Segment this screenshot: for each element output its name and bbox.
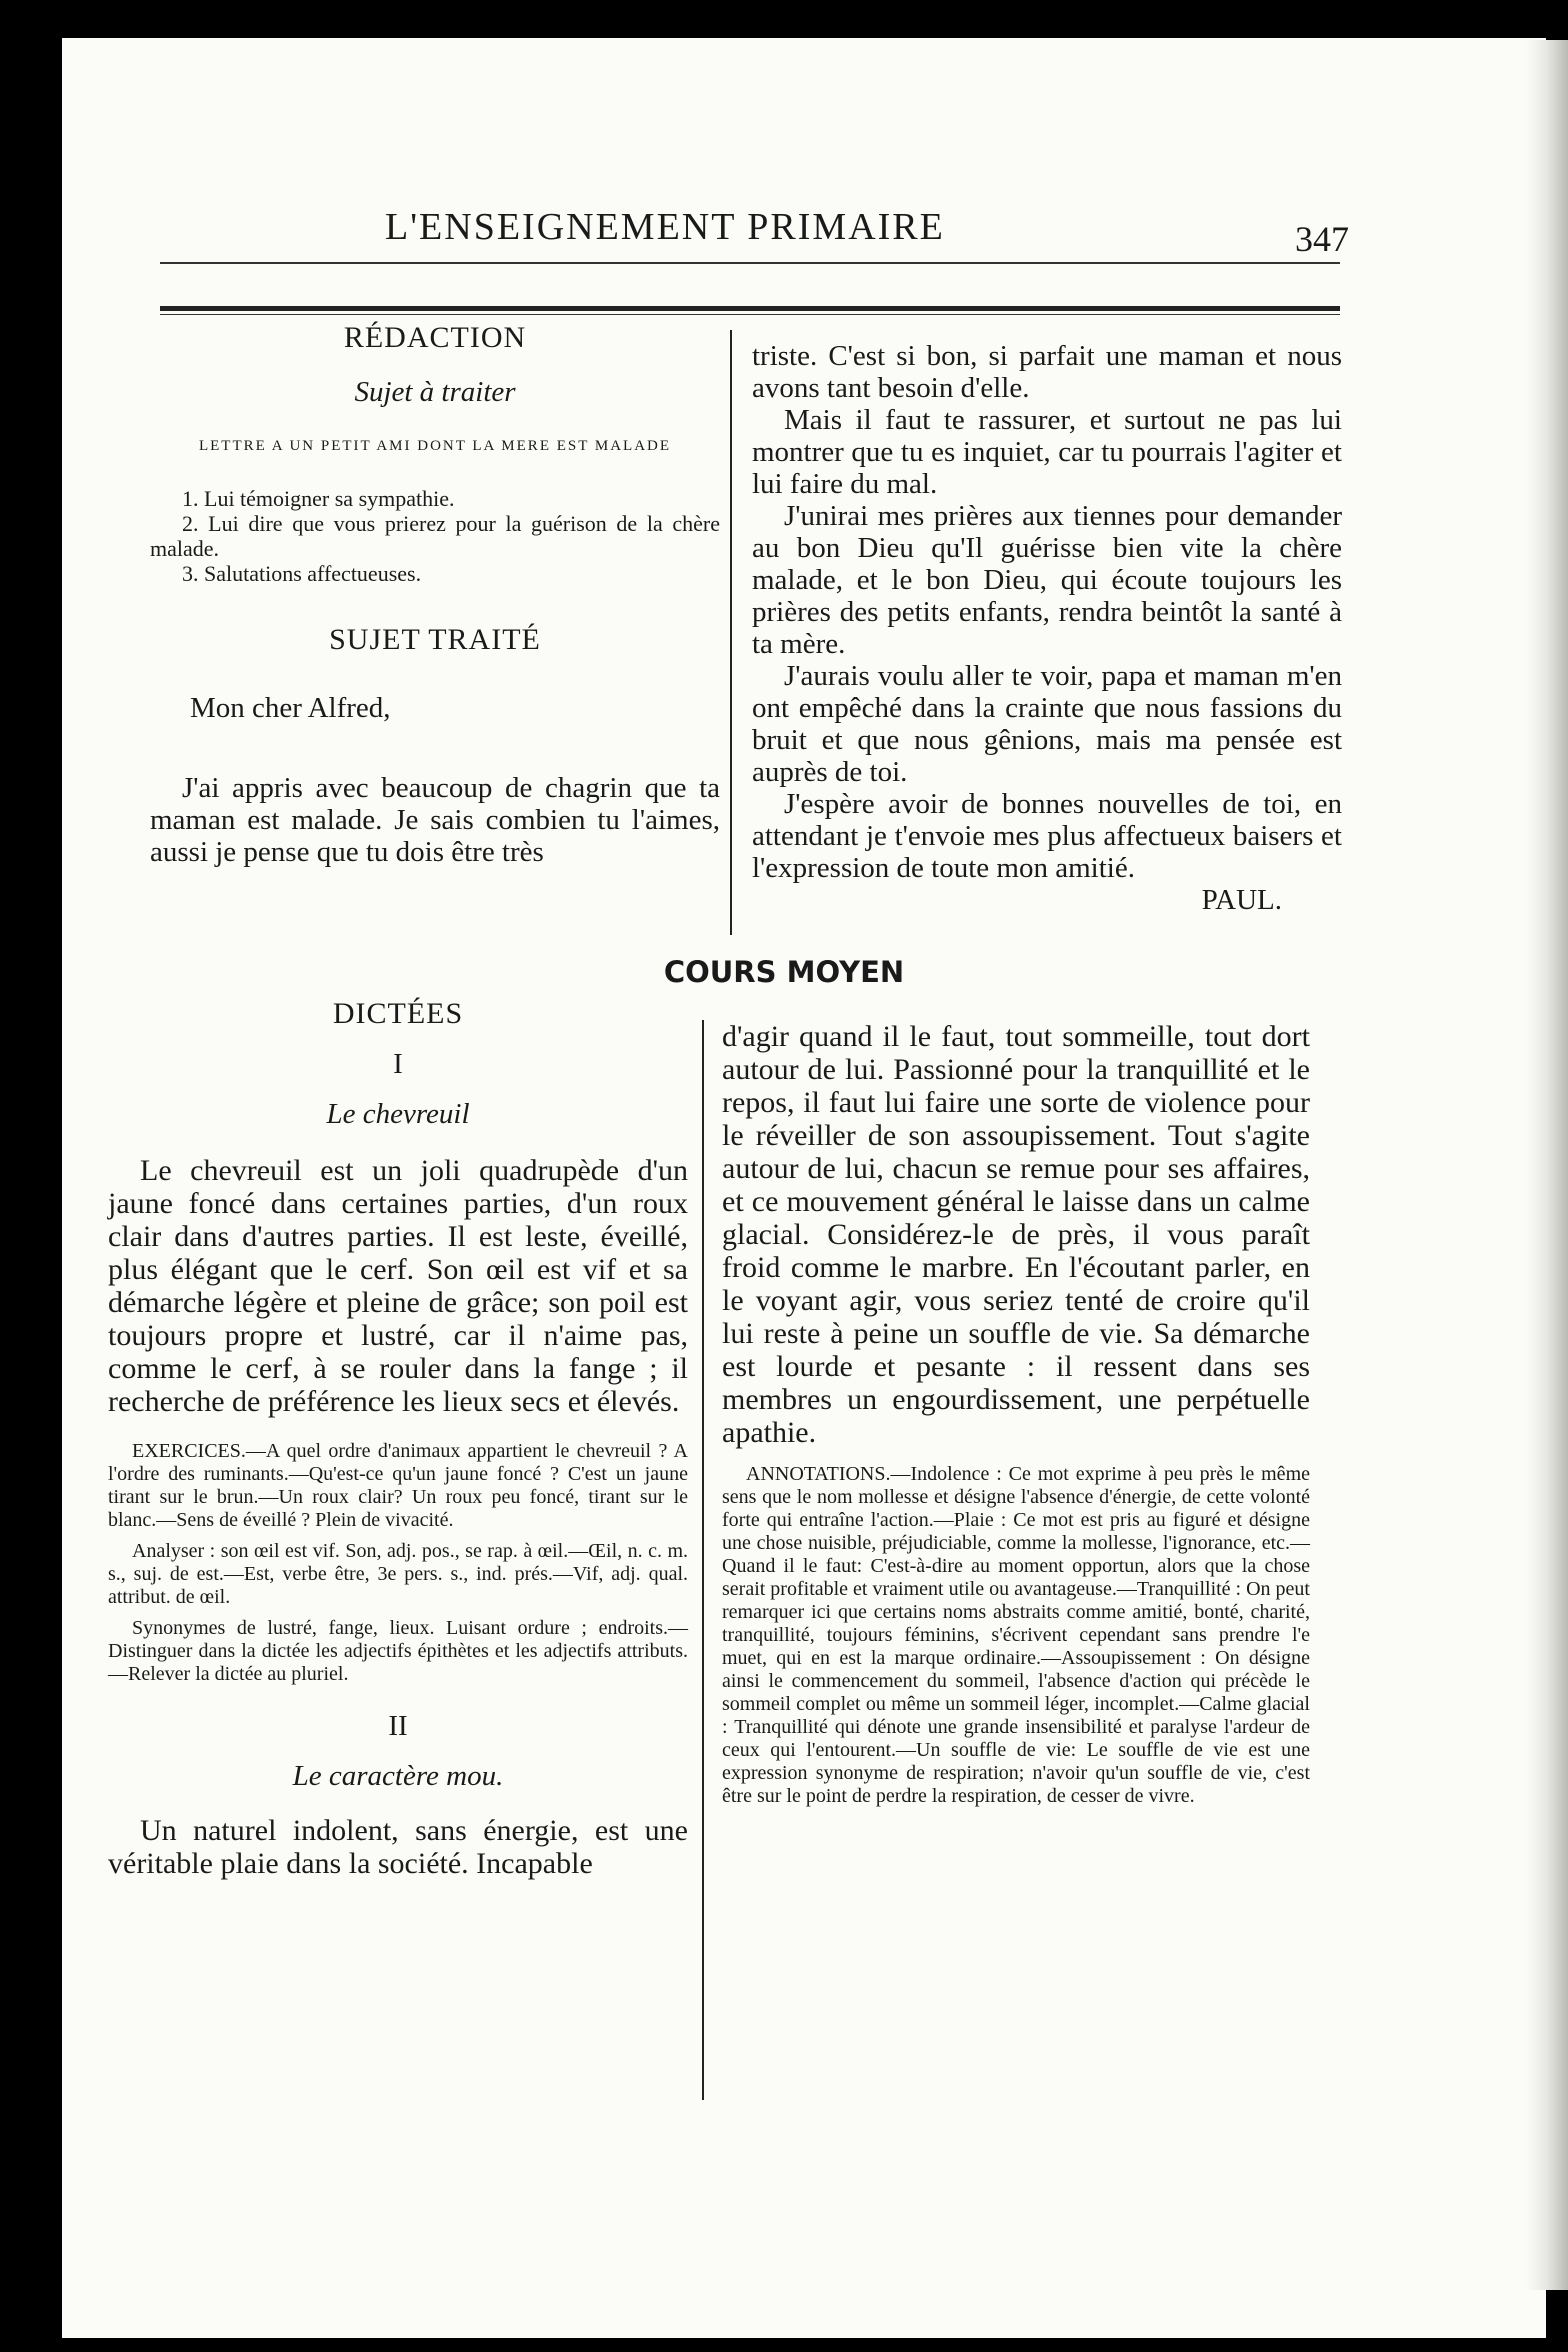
point-2: 2. Lui dire que vous prierez pour la guérison de la chère malade.	[150, 511, 720, 561]
dictee-2-text-left: Un naturel indolent, sans énergie, est une véritable plaie dans la société. Incapable	[108, 1814, 688, 1880]
point-1: 1. Lui témoigner sa sympathie.	[182, 486, 455, 511]
dictee-2-number: II	[388, 1710, 408, 1742]
redaction-subheading: Sujet à traiter	[354, 376, 516, 408]
dictees-column-divider	[702, 1020, 704, 2100]
exercices-text: —A quel ordre d'animaux appartient le chevreuil ? A l'ordre des ruminants.—Qu'est-ce qu'un jaune foncé ? C'est un jaune tirant sur le brun.—Un roux clair? Un roux peu foncé, tirant sur le blanc.—Sens de éveillé ? Plein de vivacité.	[108, 1440, 688, 1531]
exercices-label: EXERCICES.	[132, 1440, 246, 1462]
dictee-1-number: I	[393, 1048, 403, 1080]
annotations-text: —Indolence : Ce mot exprime à peu près le même sens que le nom mollesse et désigne l'absence d'énergie, de cette volonté forte qui entraîne l'action.—Plaie : Ce mot est pris au figuré et désigne une chose nuisible, préjudiciable, comme la mollesse, l'ignorance, etc.—Quand il le faut: C'est-à-dire au moment opportun, alors que la chose serait profitable et vraiment utile ou avantageuse.—Tranquillité : On peut remarquer ici que certains noms abstraits comme amitié, bonté, charité, tranquillité, toujours féminins, s'écrivent cependant sans prendre l'e muet, qui en est la marque ordinaire.—Assoupissement : On désigne ainsi le commencement du sommeil, l'absence d'action qui précède le sommeil complet ou même un sommeil léger, incomplet.—Calme glacial : Tranquillité qui dénote une grande insensibilité et paralyse l'ardeur de ceux qui l'entourent.—Un souffle de vie: Le souffle de vie est une expression synonyme de respiration; n'avoir qu'un souffle de vie, c'est être sur le point de perdre la respiration, de cesser de vivre.	[722, 1463, 1310, 1807]
signature: PAUL.	[1201, 884, 1282, 916]
dictee-2-text-right: d'agir quand il le faut, tout sommeille, tout dort autour de lui. Passionné pour la tranquillité et le repos, il faut lui faire une sorte de violence pour le réveiller de son assoupissement. Tout s'agite autour de lui, chacun se remue pour ses affaires, et ce mouvement général le laisse dans un calme glacial. Considérez-le de près, il vous paraît froid comme le marbre. En l'écoutant parler, en le voyant agir, vous seriez tenté de croire qu'il lui reste à peine un souffle de vie. Sa démarche est lourde et pesante : il ressent dans ses membres un engourdissement, une perpétuelle apathie.	[722, 1020, 1310, 1449]
redaction-points	[150, 486, 720, 586]
redaction-right-column	[752, 340, 1342, 916]
running-title: L'ENSEIGNEMENT PRIMAIRE	[385, 206, 945, 248]
dictees-heading: DICTÉES	[332, 997, 464, 1030]
redaction-heading: RÉDACTION	[343, 321, 527, 354]
point-3: 3. Salutations affectueuses.	[182, 561, 422, 586]
header-thin-rule	[160, 314, 1340, 315]
dictees-left-column	[108, 998, 688, 1880]
page-edge	[1526, 40, 1568, 2290]
dictees-right-column	[722, 1020, 1310, 1808]
header-double-rule	[160, 306, 1340, 311]
exercices	[108, 1440, 688, 1532]
letter-right-para-5: J'espère avoir de bonnes nouvelles de toi, en attendant je t'envoie mes plus affectueux baisers et l'expression de toute mon amitié.	[752, 788, 1342, 884]
letter-right-para-1: triste. C'est si bon, si parfait une maman et nous avons tant besoin d'elle.	[752, 340, 1342, 404]
salutation: Mon cher Alfred,	[190, 692, 391, 724]
redaction-topic: LETTRE A UN PETIT AMI DONT LA MERE EST MALADE	[198, 438, 672, 454]
dictee-1-title: Le chevreuil	[326, 1098, 470, 1130]
letter-right-para-2: Mais il faut te rassurer, et surtout ne pas lui montrer que tu es inquiet, car tu pourrais l'agiter et lui faire du mal.	[752, 404, 1342, 500]
dictee-2-title: Le caractère mou.	[292, 1760, 504, 1792]
redaction-left-column	[150, 322, 720, 868]
analyser-text: Analyser : son œil est vif. Son, adj. pos., se rap. à œil.—Œil, n. c. m. s., suj. de est.—Est, verbe être, 3e pers. s., ind. prés.—Vif, adj. qual. attribut. de œil.	[108, 1540, 688, 1608]
redaction-column-divider	[730, 330, 732, 935]
annotations	[722, 1463, 1310, 1808]
letter-right-para-3: J'unirai mes prières aux tiennes pour demander au bon Dieu qu'Il guérisse bien vite la chère malade, et le bon Dieu, qui écoute toujours les prières des petits enfants, rendra beintôt la santé à ta mère.	[752, 500, 1342, 660]
dictee-1-text: Le chevreuil est un joli quadrupède d'un jaune foncé dans certaines parties, d'un roux clair dans d'autres parties. Il est leste, éveillé, plus élégant que le cerf. Son œil est vif et sa démarche légère et pleine de grâce; son poil est toujours propre et lustré, car il n'aime pas, comme le cerf, à se rouler dans la fange ; il recherche de préférence les lieux secs et élevés.	[108, 1154, 688, 1418]
letter-left: J'ai appris avec beaucoup de chagrin que ta maman est malade. Je sais combien tu l'aimes, aussi je pense que tu dois être très	[150, 772, 720, 868]
treated-heading: SUJET TRAITÉ	[329, 623, 541, 656]
annotations-label: ANNOTATIONS.	[746, 1463, 891, 1485]
header-rule	[160, 262, 1340, 264]
page-number: 347	[1295, 219, 1349, 259]
cours-moyen-heading: COURS MOYEN	[663, 955, 905, 989]
synonymes-text: Synonymes de lustré, fange, lieux. Luisant ordure ; endroits.—Distinguer dans la dictée les adjectifs épithètes et les adjectifs attributs.—Relever la dictée au pluriel.	[108, 1617, 688, 1685]
letter-right-para-4: J'aurais voulu aller te voir, papa et maman m'en ont empêché dans la crainte que nous fassions du bruit et que nous gênions, mais ma pensée est auprès de toi.	[752, 660, 1342, 788]
